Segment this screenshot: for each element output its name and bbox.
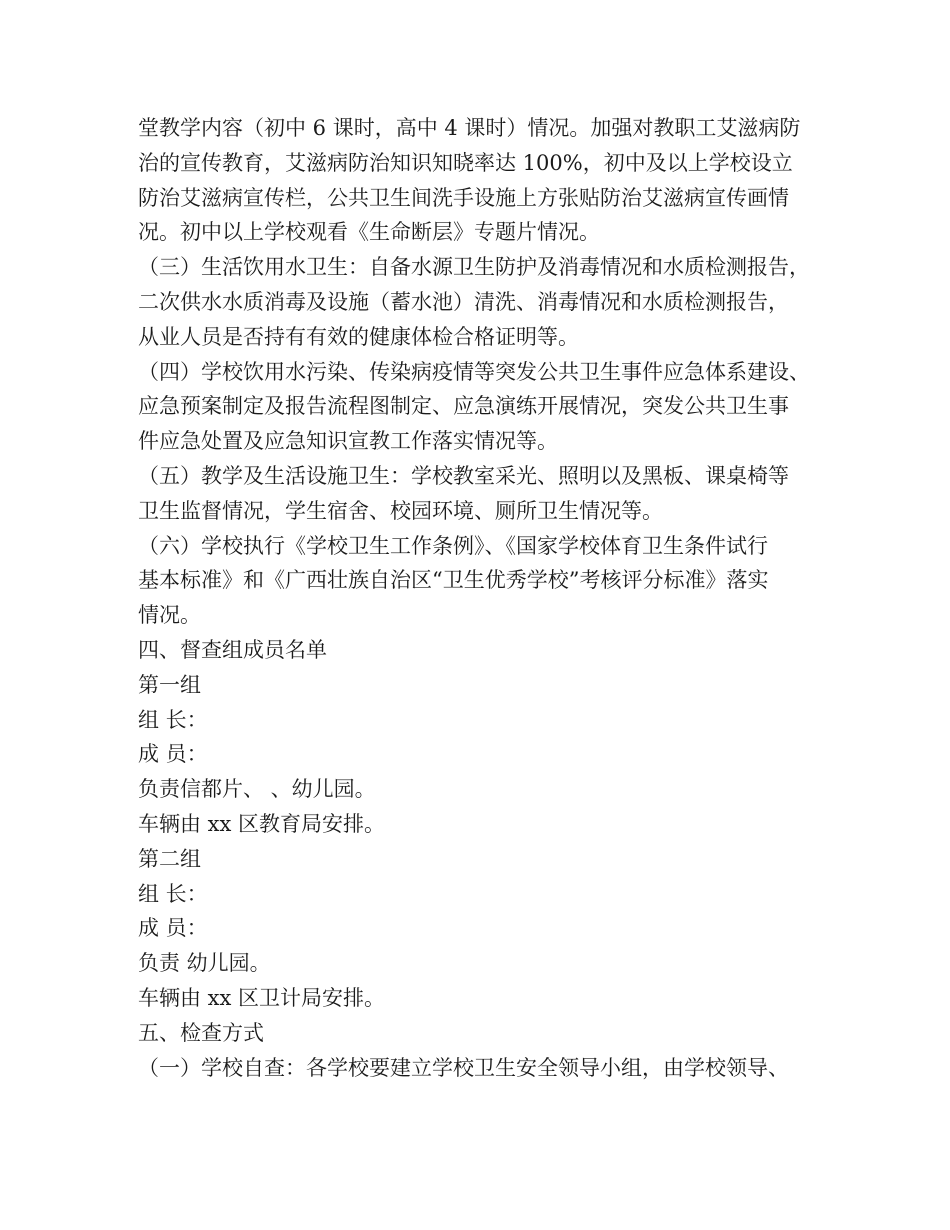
section-heading: 四、督查组成员名单 [138, 637, 327, 662]
text-line: 况。初中以上学校观看《生命断层》专题片情况。 [138, 220, 600, 245]
text-line: 二次供水水质消毒及设施（蓄水池）清洗、消毒情况和水质检测报告， [138, 289, 789, 314]
text-line: 卫生监督情况，学生宿舍、校园环境、厕所卫生情况等。 [138, 498, 663, 523]
text-line: （三）生活饮用水卫生：自备水源卫生防护及消毒情况和水质检测报告， [138, 255, 810, 280]
text-line: 成 员： [138, 742, 208, 767]
text-line: （一）学校自查：各学校要建立学校卫生安全领导小组，由学校领导、 [138, 1055, 789, 1080]
group-title: 第一组 [138, 672, 201, 697]
text-line: 基本标准》和《广西壮族自治区“卫生优秀学校”考核评分标准》落实 [138, 568, 769, 593]
text-line: （六）学校执行《学校卫生工作条例》、《国家学校体育卫生条件试行 [138, 533, 768, 558]
text-line: 从业人员是否持有有效的健康体检合格证明等。 [138, 324, 579, 349]
text-line: 成 员： [138, 916, 208, 941]
text-line: 防治艾滋病宣传栏，公共卫生间洗手设施上方张贴防治艾滋病宣传画情 [138, 185, 789, 210]
text-line: 情况。 [138, 603, 201, 628]
text-line: （五）教学及生活设施卫生：学校教室采光、照明以及黑板、课桌椅等 [138, 463, 789, 488]
document-body [138, 111, 838, 1085]
group-title: 第二组 [138, 846, 201, 871]
section-heading: 五、检查方式 [138, 1020, 264, 1045]
text-line: （四）学校饮用水污染、传染病疫情等突发公共卫生事件应急体系建设、 [138, 359, 810, 384]
text-line: 负责 幼儿园。 [138, 951, 271, 976]
text-line: 堂教学内容（初中 6 课时，高中 4 课时）情况。加强对教职工艾滋病防 [138, 116, 801, 140]
text-line: 负责信都片、 、幼儿园。 [138, 777, 376, 802]
text-line: 车辆由 xx 区卫计局安排。 [138, 985, 386, 1010]
text-line: 应急预案制定及报告流程图制定、应急演练开展情况，突发公共卫生事 [138, 394, 789, 419]
text-line: 组 长： [138, 707, 208, 732]
text-line: 治的宣传教育，艾滋病防治知识知晓率达 100%，初中及以上学校设立 [138, 150, 793, 175]
text-line: 件应急处置及应急知识宣教工作落实情况等。 [138, 429, 558, 454]
text-line: 车辆由 xx 区教育局安排。 [138, 811, 386, 836]
text-line: 组 长： [138, 881, 208, 906]
